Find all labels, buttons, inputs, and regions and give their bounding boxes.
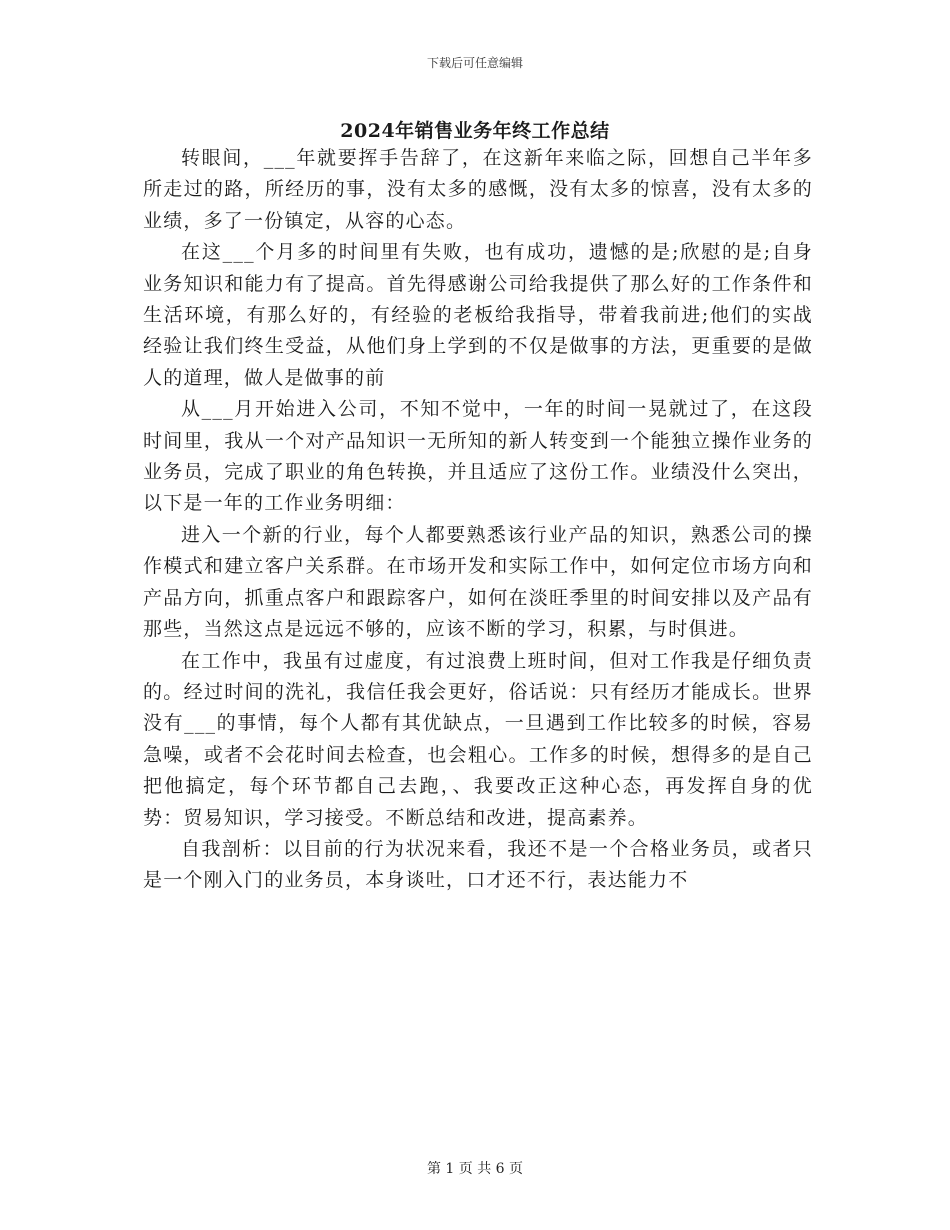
paragraph-2: 在这___个月多的时间里有失败，也有成功，遗憾的是;欣慰的是;自身业务知识和能力有了提高。首先得感谢公司给我提供了那么好的工作条件和生活环境，有那么好的，有经验的老板给我指导，带着我前进;他们的实战经验让我们终生受益，从他们身上学到的不仅是做事的方法，更重要的是做人的道理，做人是做事的前 [143, 241, 813, 389]
paragraph-3: 从___月开始进入公司，不知不觉中，一年的时间一晃就过了，在这段时间里，我从一个对产品知识一无所知的新人转变到一个能独立操作业务的业务员，完成了职业的角色转换，并且适应了这份工作。业绩没什么突出，以下是一年的工作业务明细： [143, 398, 813, 515]
page-number: 第 1 页 共 6 页 [426, 1161, 524, 1177]
paragraph-6: 自我剖析：以目前的行为状况来看，我还不是一个合格业务员，或者只是一个刚入门的业务员，本身谈吐，口才还不行，表达能力不 [143, 837, 813, 892]
document-body [143, 143, 813, 897]
document-title: 2024年销售业务年终工作总结 [340, 120, 610, 142]
paragraph-1: 转眼间，___年就要挥手告辞了，在这新年来临之际，回想自己半年多所走过的路，所经历的事，没有太多的感慨，没有太多的惊喜，没有太多的业绩，多了一份镇定，从容的心态。 [143, 147, 813, 232]
paragraph-5: 在工作中，我虽有过虚度，有过浪费上班时间，但对工作我是仔细负责的。经过时间的洗礼，我信任我会更好，俗话说：只有经历才能成长。世界没有___的事情，每个人都有其优缺点，一旦遇到工作比较多的时候，容易急噪，或者不会花时间去检查，也会粗心。工作多的时候，想得多的是自己把他搞定，每个环节都自己去跑，、我要改正这种心态，再发挥自身的优势：贸易知识，学习接受。不断总结和改进，提高素养。 [143, 649, 813, 829]
paragraph-4: 进入一个新的行业，每个人都要熟悉该行业产品的知识，熟悉公司的操作模式和建立客户关系群。在市场开发和实际工作中，如何定位市场方向和产品方向，抓重点客户和跟踪客户，如何在淡旺季里的时间安排以及产品有那些，当然这点是远远不够的，应该不断的学习，积累，与时俱进。 [143, 523, 813, 641]
page-header-note: 下载后可任意编辑 [426, 56, 523, 70]
